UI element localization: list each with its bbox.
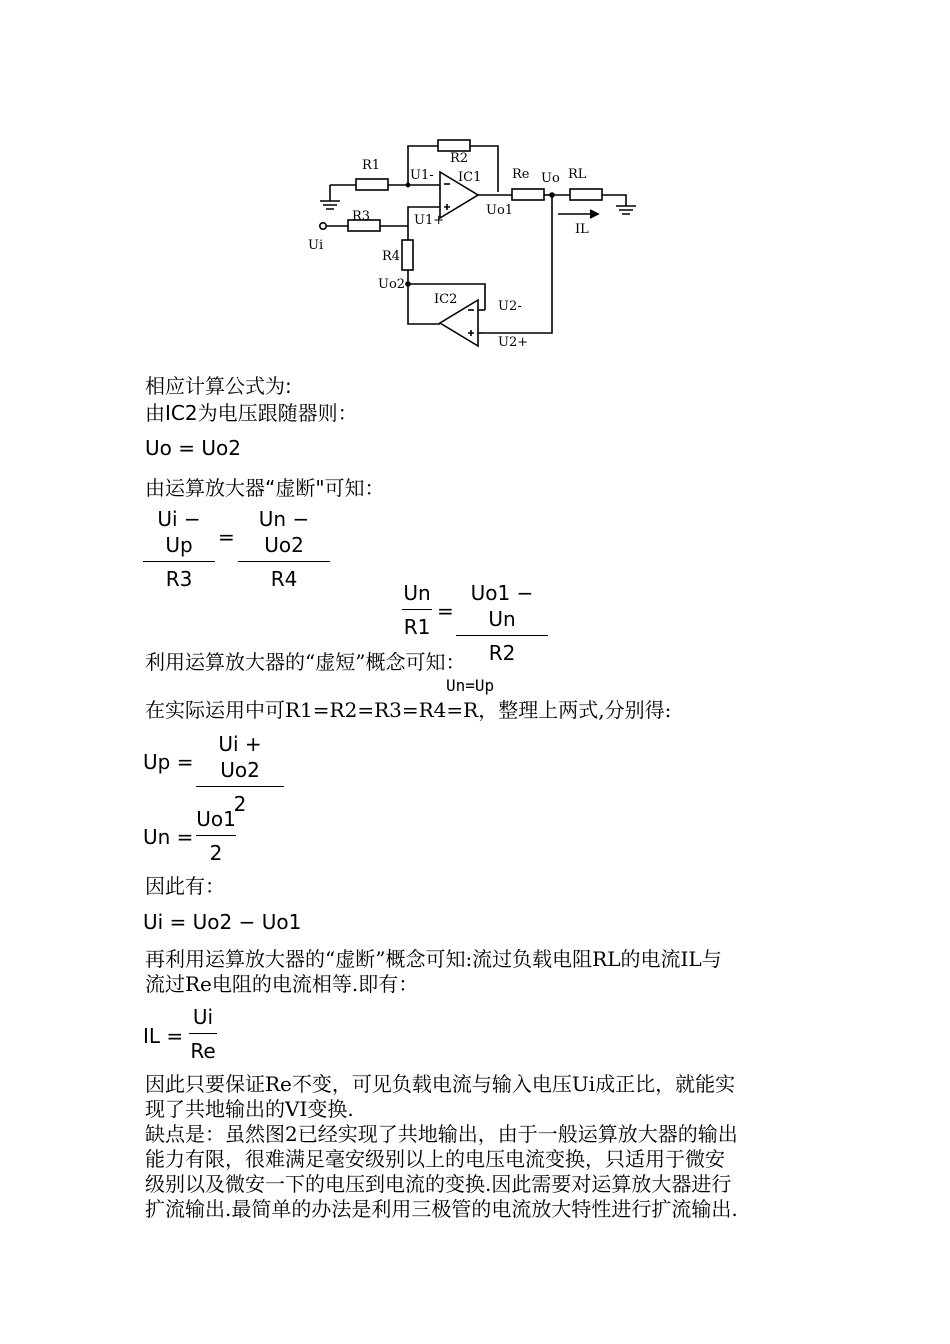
eq2-denominator-right: R4 <box>270 567 298 591</box>
circuit-diagram <box>290 128 670 358</box>
label-re: Re <box>512 167 530 182</box>
paragraph-conclusion-line-2: 现了共地输出的VI变换. <box>145 1097 354 1121</box>
label-r1: R1 <box>362 158 381 173</box>
eq3-equals: = <box>437 599 454 623</box>
eq2-equals: = <box>218 525 235 549</box>
label-ic1: IC1 <box>458 170 482 185</box>
eq2-numerator-left: Ui − Up <box>157 507 201 557</box>
eq4-denominator: 2 <box>233 792 247 816</box>
label-u1-plus: U1+ <box>414 213 445 228</box>
eq4-lhs: Up = <box>143 750 194 774</box>
label-uo2: Uo2 <box>378 277 406 292</box>
label-u1-minus: U1- <box>410 168 434 183</box>
eq2-numerator-right: Un − Uo2 <box>258 507 310 557</box>
label-ui: Ui <box>308 238 324 253</box>
label-uo1: Uo1 <box>486 203 514 218</box>
equation-5-fraction <box>196 806 236 866</box>
label-u2-minus: U2- <box>498 299 522 314</box>
paragraph-drawback-line-4: 扩流输出.最简单的办法是利用三极管的电流放大特性进行扩流输出. <box>145 1197 738 1221</box>
label-u2-plus: U2+ <box>498 335 529 350</box>
paragraph-drawback-line-2: 能力有限，很难满足毫安级别以上的电压电流变换，只适用于微安 <box>145 1147 725 1171</box>
paragraph-drawback-line-3: 级别以及微安一下的电压到电流的变换.因此需要对运算放大器进行 <box>145 1172 732 1196</box>
equation-ui: Ui = Uo2 − Uo1 <box>143 910 302 934</box>
equation-2-left-fraction <box>143 506 215 592</box>
paragraph-drawback-line-1: 缺点是：虽然图2已经实现了共地输出，由于一般运算放大器的输出 <box>145 1122 738 1146</box>
equation-3-right-fraction <box>456 580 548 666</box>
label-il: IL <box>575 222 589 237</box>
eq3-denominator-left: R1 <box>403 615 431 639</box>
eq4-numerator: Ui + Uo2 <box>218 732 262 782</box>
eq7-lhs: IL = <box>143 1024 184 1048</box>
eq5-numerator: Uo1 <box>196 807 236 831</box>
equation-2-right-fraction <box>238 506 330 592</box>
paragraph-therefore: 因此有： <box>145 874 225 898</box>
eq3-denominator-right: R2 <box>488 641 516 665</box>
paragraph-current-line-1: 再利用运算放大器的“虚断”概念可知:流过负载电阻RL的电流IL与 <box>145 947 722 971</box>
eq3-numerator-left: Un <box>403 581 431 605</box>
label-r2: R2 <box>450 151 469 166</box>
eq5-denominator: 2 <box>209 841 223 865</box>
paragraph-intro: 相应计算公式为: <box>145 374 292 398</box>
label-uo: Uo <box>541 171 560 186</box>
equation-4-fraction <box>196 731 284 817</box>
paragraph-current-line-2: 流过Re电阻的电流相等.即有： <box>145 972 419 996</box>
equation-3-left-fraction <box>402 580 432 640</box>
equation-un-up: Un=Up <box>446 676 495 695</box>
eq2-denominator-left: R3 <box>165 567 193 591</box>
eq7-numerator: Ui <box>192 1005 214 1029</box>
label-ic2: IC2 <box>434 292 458 307</box>
equation-7-fraction <box>189 1004 217 1064</box>
paragraph-virtual-open: 由运算放大器“虚断"可知： <box>145 476 385 500</box>
eq7-denominator: Re <box>190 1039 216 1063</box>
paragraph-conclusion-line-1: 因此只要保证Re不变，可见负载电流与输入电压Ui成正比，就能实 <box>145 1072 736 1096</box>
paragraph-ic2-follower: 由IC2为电压跟随器则： <box>145 401 358 425</box>
eq5-lhs: Un = <box>143 825 194 849</box>
equation-uo: Uo = Uo2 <box>145 436 241 460</box>
label-rl: RL <box>568 167 587 182</box>
paragraph-r-equal: 在实际运用中可R1=R2=R3=R4=R，整理上两式,分别得: <box>145 698 672 722</box>
label-r4: R4 <box>382 249 401 264</box>
paragraph-virtual-short: 利用运算放大器的“虚短”概念可知： <box>145 650 466 674</box>
label-r3: R3 <box>352 209 371 224</box>
eq3-numerator-right: Uo1 − Un <box>470 581 534 631</box>
